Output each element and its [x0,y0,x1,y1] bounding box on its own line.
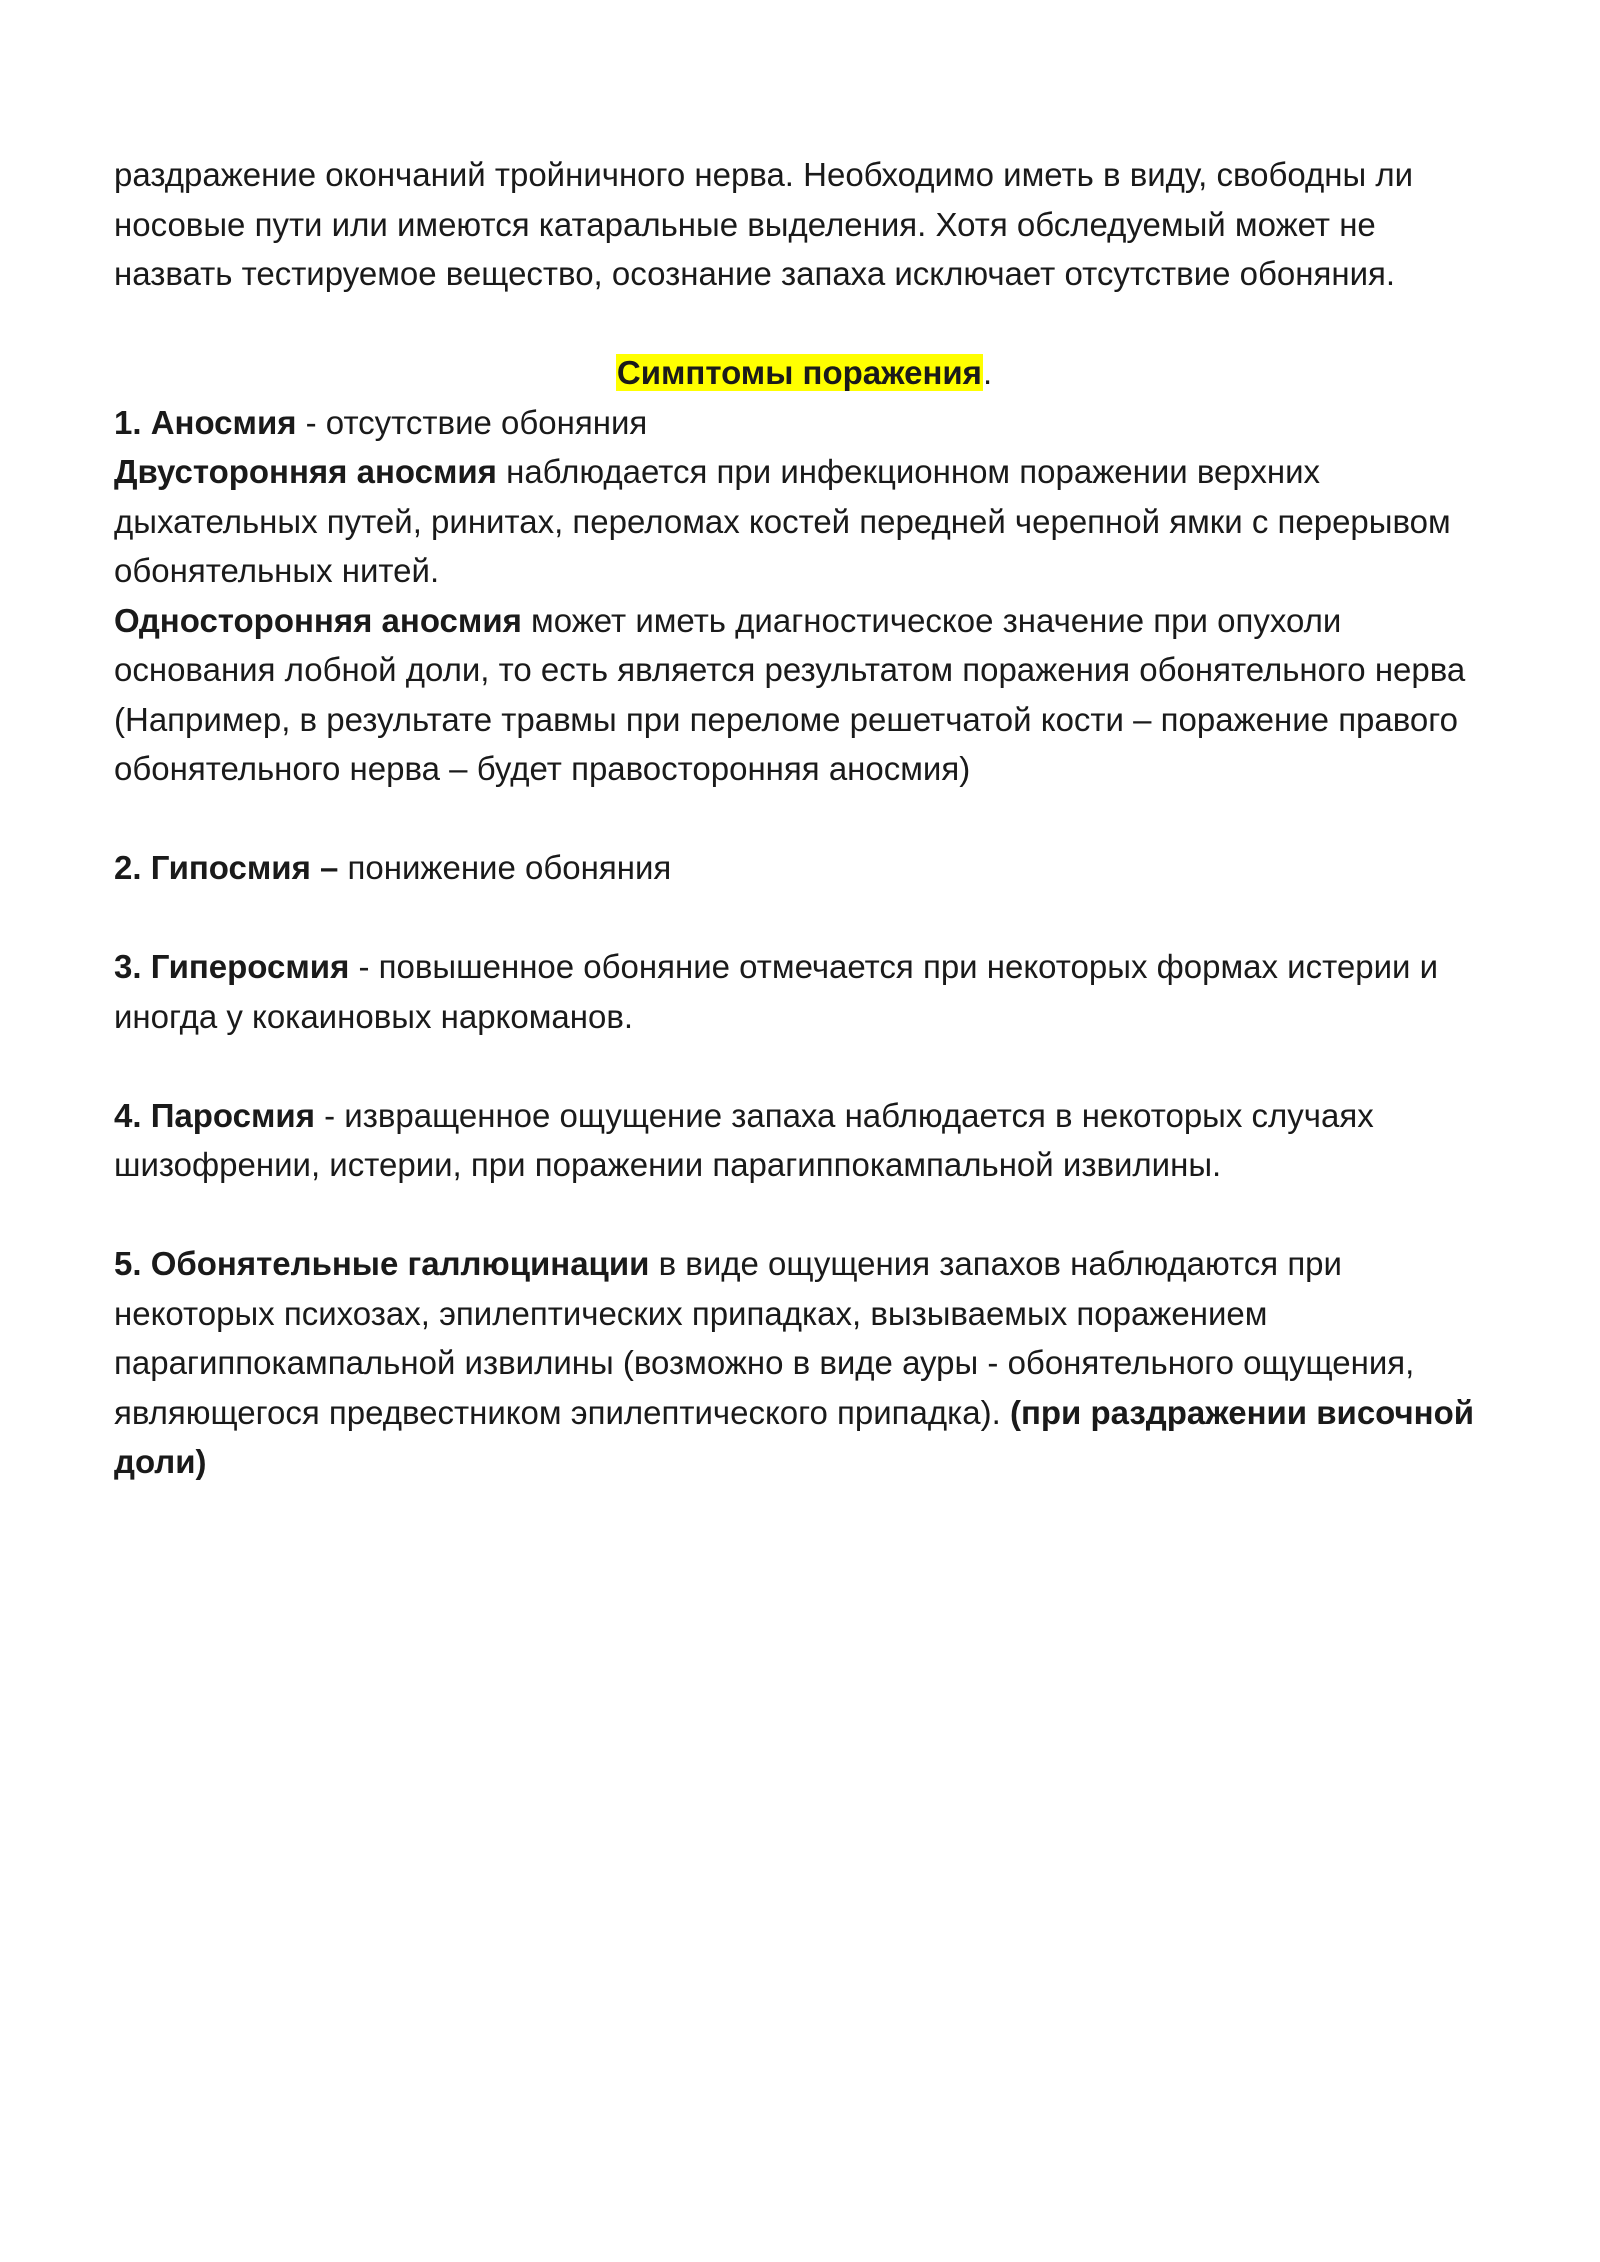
parosmia-desc: - извращенное ощущение запаха наблюдается в некоторых случаях шизофрении, истерии, при поражении парагиппокампальной извилины. [114,1096,1374,1183]
hyperosmia-desc: - повышенное обоняние отмечается при некоторых формах истерии и иногда у кокаиновых наркоманов. [114,948,1439,1035]
bilateral-anosmia-paragraph [114,447,1494,596]
section-heading-tail: . [982,354,993,391]
hallucinations-term: 5. Обонятельные галлюцинации [114,1245,650,1282]
hyperosmia-term: 3. Гиперосмия [114,948,350,985]
hallucinations-item [114,1239,1494,1487]
spacer [114,893,1494,943]
unilateral-anosmia-paragraph [114,596,1494,794]
section-heading: Симптомы поражения [616,354,982,391]
anosmia-desc: - отсутствие обоняния [296,403,648,441]
unilateral-anosmia-term: Односторонняя аносмия [114,601,522,639]
hyposmia-item [114,843,1494,893]
section-heading-line [114,348,1494,398]
intro-paragraph: раздражение окончаний тройничного нерва. Необходимо иметь в виду, свободны ли носовые пути или имеются катаральные выделения. Хотя обследуемый может не назвать тестируемое вещество, осознание запаха исключает отсутствие обоняния. [114,156,1414,292]
anosmia-item [114,398,1494,448]
hyperosmia-item [114,942,1494,1041]
parosmia-term: 4. Паросмия [114,1096,315,1134]
spacer [114,1041,1494,1091]
bilateral-anosmia-term: Двусторонняя аносмия [114,453,497,490]
hyposmia-term: 2. Гипосмия – [114,849,339,886]
hallucinations-note: (при раздражении височной доли) [114,1393,1475,1480]
unilateral-anosmia-text: может иметь диагностическое значение при опухоли основания лобной доли, то есть является результатом поражения обонятельного нерва (Например, в результате травмы при переломе решетчатой кости – поражение правого обонятельного нерва – будет правосторонняя аносмия) [114,601,1466,787]
anosmia-term: 1. Аносмия [114,403,297,441]
spacer [114,1190,1494,1240]
document-body [114,150,1494,1487]
hyposmia-desc: понижение обоняния [338,849,672,886]
spacer [114,794,1494,844]
hallucinations-desc: в виде ощущения запахов наблюдаются при некоторых психозах, эпилептических припадках, вызываемых поражением парагиппокампальной извилины (возможно в виде ауры - обонятельного ощущения, являющегося предвестником эпилептического припадка). [114,1245,1415,1431]
parosmia-item [114,1091,1494,1190]
bilateral-anosmia-text: наблюдается при инфекционном поражении верхних дыхательных путей, ринитах, переломах костей передней черепной ямки с перерывом обонятельных нитей. [114,453,1451,589]
